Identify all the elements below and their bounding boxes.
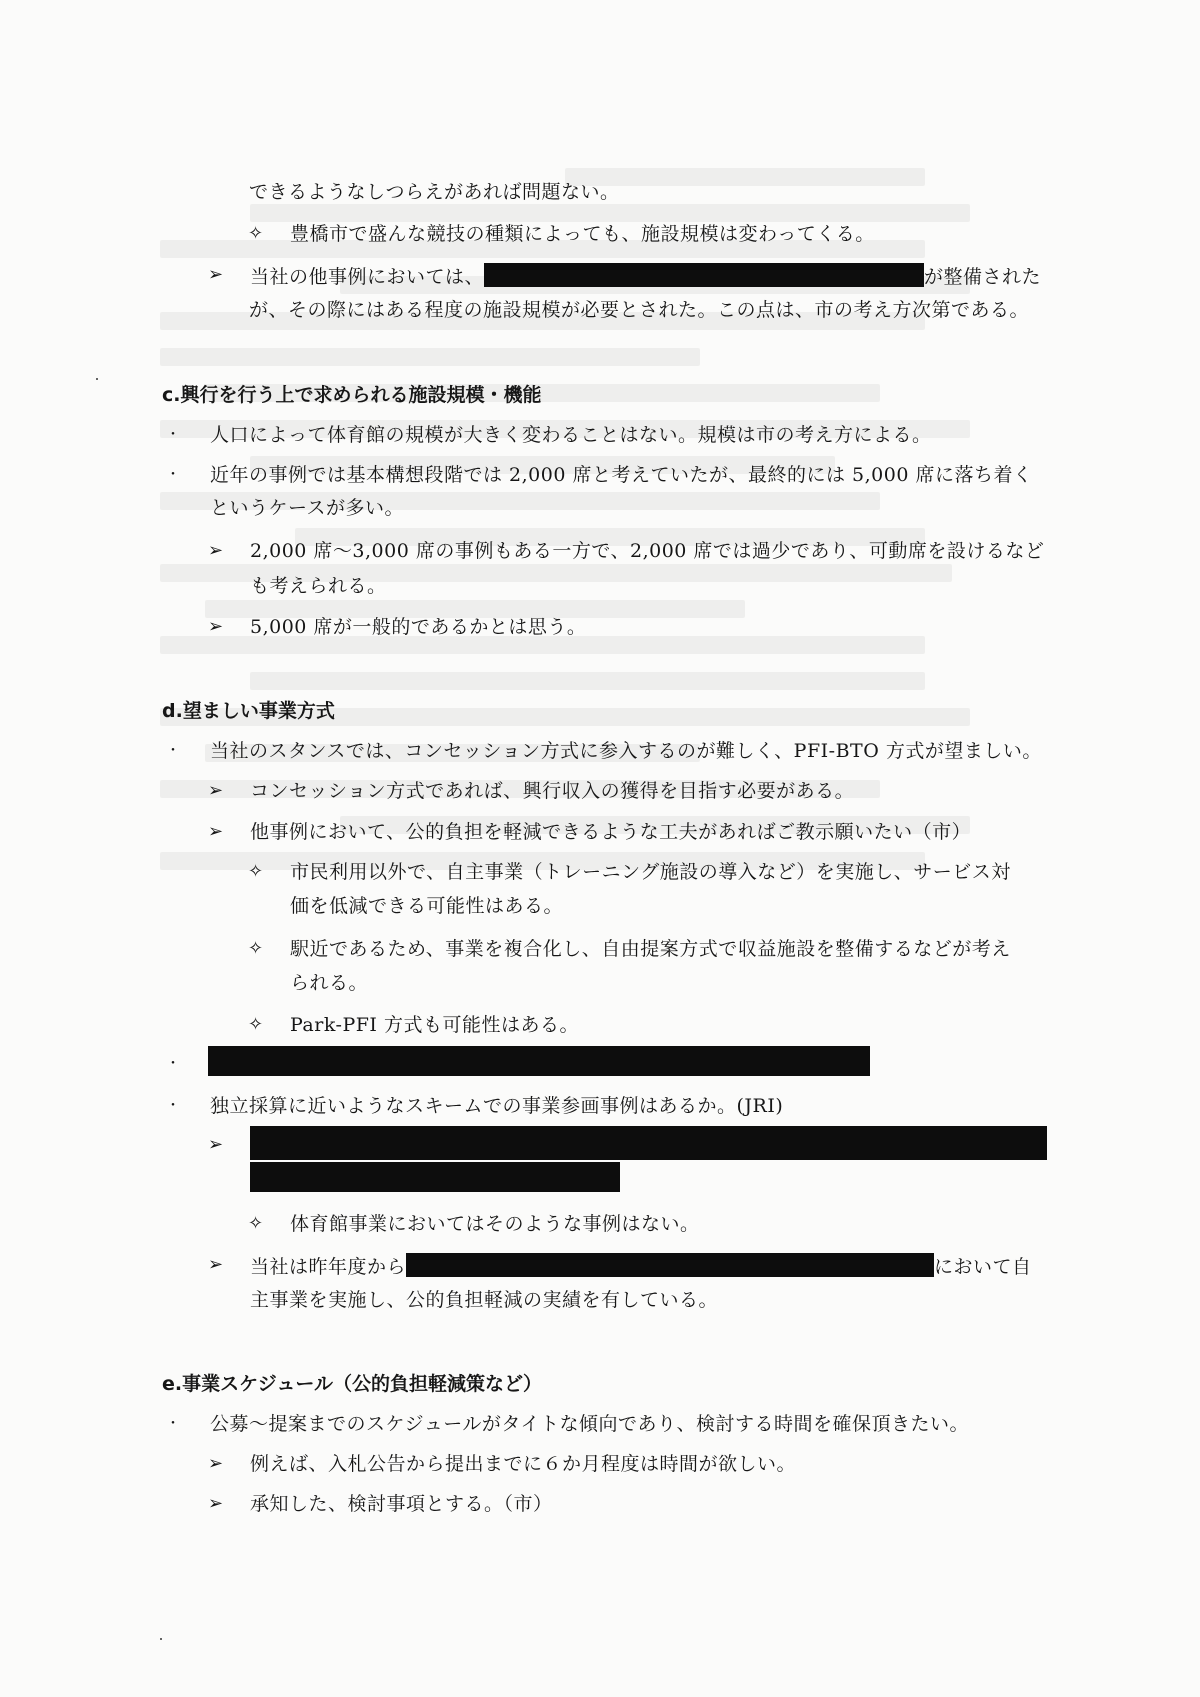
- text-span: が整備された: [924, 266, 1042, 288]
- text-line: 独立採算に近いようなスキームでの事業参画事例はあるか。(JRI): [210, 1095, 784, 1117]
- section-heading-d: d.望ましい事業方式: [162, 700, 335, 722]
- redaction-bar: [250, 1126, 1047, 1160]
- text-line: られる。: [290, 972, 369, 994]
- bullet-marker: ・: [166, 1098, 180, 1114]
- text-line: 例えば、入札公告から提出までに６か月程度は時間が欲しい。: [250, 1453, 797, 1475]
- text-span: 当社は昨年度から: [250, 1256, 407, 1278]
- text-line: [250, 263, 1041, 289]
- arrow-marker: ➢: [208, 540, 224, 561]
- diamond-marker: ✧: [248, 938, 264, 959]
- text-line: 人口によって体育館の規模が大きく変わることはない。規模は市の考え方による。: [210, 424, 932, 446]
- section-heading-c: c.興行を行う上で求められる施設規模・機能: [162, 384, 542, 406]
- text-line: 豊橋市で盛んな競技の種類によっても、施設規模は変わってくる。: [290, 223, 875, 245]
- arrow-marker: ➢: [208, 1493, 224, 1514]
- text-span: において自: [934, 1256, 1032, 1278]
- redaction-bar: [406, 1253, 934, 1277]
- text-line: 体育館事業においてはそのような事例はない。: [290, 1213, 700, 1235]
- bullet-marker: ・: [166, 1416, 180, 1432]
- bullet-marker: ・: [166, 467, 180, 483]
- scan-speck: [160, 1638, 162, 1640]
- redaction-bar: [484, 263, 924, 287]
- text-line: 当社のスタンスでは、コンセッション方式に参入するのが難しく、PFI-BTO 方式が望ましい。: [210, 740, 1042, 762]
- text-line: 市民利用以外で、自主事業（トレーニング施設の導入など）を実施し、サービス対: [290, 861, 1011, 883]
- arrow-marker: ➢: [208, 616, 224, 637]
- text-line: 5,000 席が一般的であるかとは思う。: [250, 616, 587, 638]
- text-line: 承知した、検討事項とする。（市）: [250, 1493, 553, 1515]
- section-heading-e: e.事業スケジュール（公的負担軽減策など）: [162, 1373, 542, 1395]
- text-line: コンセッション方式であれば、興行収入の獲得を目指す必要がある。: [250, 780, 855, 802]
- text-span: 当社の他事例においては、: [250, 266, 485, 288]
- arrow-marker: ➢: [208, 1254, 224, 1275]
- diamond-marker: ✧: [248, 861, 264, 882]
- diamond-marker: ✧: [248, 223, 264, 244]
- arrow-marker: ➢: [208, 264, 224, 285]
- diamond-marker: ✧: [248, 1014, 264, 1035]
- text-line: も考えられる。: [250, 575, 387, 597]
- arrow-marker: ➢: [208, 780, 224, 801]
- text-line: 2,000 席～3,000 席の事例もある一方で、2,000 席では過少であり、可動席を設けるなど: [250, 540, 1045, 562]
- text-line: が、その際にはある程度の施設規模が必要とされた。この点は、市の考え方次第である。: [249, 299, 1030, 321]
- text-line: できるようなしつらえがあれば問題ない。: [249, 181, 620, 203]
- redaction-bar: [208, 1046, 870, 1076]
- text-line: 価を低減できる可能性はある。: [290, 895, 564, 917]
- text-line: 近年の事例では基本構想段階では 2,000 席と考えていたが、最終的には 5,000 席に落ち着く: [210, 464, 1033, 486]
- text-line: 公募～提案までのスケジュールがタイトな傾向であり、検討する時間を確保頂きたい。: [210, 1413, 969, 1435]
- text-line: 主事業を実施し、公的負担軽減の実績を有している。: [250, 1289, 719, 1311]
- arrow-marker: ➢: [208, 1453, 224, 1474]
- arrow-marker: ➢: [208, 821, 224, 842]
- text-line: [250, 1253, 1032, 1279]
- text-line: 駅近であるため、事業を複合化し、自由提案方式で収益施設を整備するなどが考え: [290, 938, 1011, 960]
- text-line: Park-PFI 方式も可能性はある。: [290, 1014, 579, 1036]
- text-line: というケースが多い。: [210, 497, 405, 519]
- text-line: 他事例において、公的負担を軽減できるような工夫があればご教示願いたい（市）: [250, 821, 972, 843]
- bullet-marker: ・: [166, 743, 180, 759]
- diamond-marker: ✧: [248, 1213, 264, 1234]
- arrow-marker: ➢: [208, 1134, 224, 1155]
- redaction-bar: [250, 1162, 620, 1192]
- bullet-marker: ・: [166, 1056, 180, 1072]
- bullet-marker: ・: [166, 427, 180, 443]
- scan-speck: [96, 378, 98, 380]
